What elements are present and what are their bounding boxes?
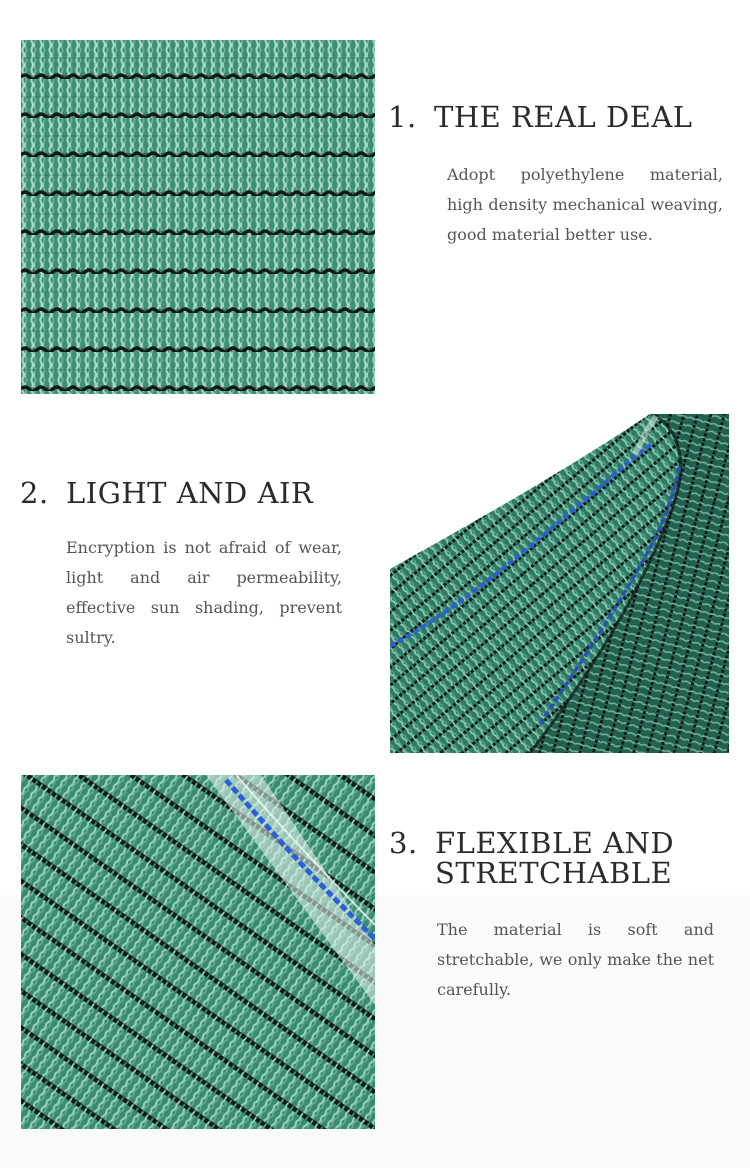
section-3-title-line2: STRETCHABLE [435, 856, 673, 890]
section-2-title [20, 478, 313, 508]
product-image-horizontal-weave [21, 40, 375, 394]
section-2-description: Encryption is not afraid of wear, light and air permeability, effective sun shading, prevent sultry. [66, 538, 342, 647]
product-image-diagonal-weave [21, 775, 375, 1129]
section-1-title-text: THE REAL DEAL [434, 100, 693, 134]
section-3-title-line1: FLEXIBLE AND [435, 826, 675, 860]
section-2-title-text: LIGHT AND AIR [66, 476, 314, 510]
section-3-number: 3. [389, 826, 418, 860]
section-3-title [389, 828, 674, 888]
section-1-description: Adopt polyethylene material, high density mechanical weaving, good material better use. [447, 165, 723, 244]
section-1-title [388, 102, 693, 132]
section-1-number: 1. [388, 100, 417, 134]
section-3-description: The material is soft and stretchable, we only make the net carefully. [437, 920, 714, 999]
product-image-folded-net [390, 414, 729, 753]
section-2-number: 2. [20, 476, 49, 510]
